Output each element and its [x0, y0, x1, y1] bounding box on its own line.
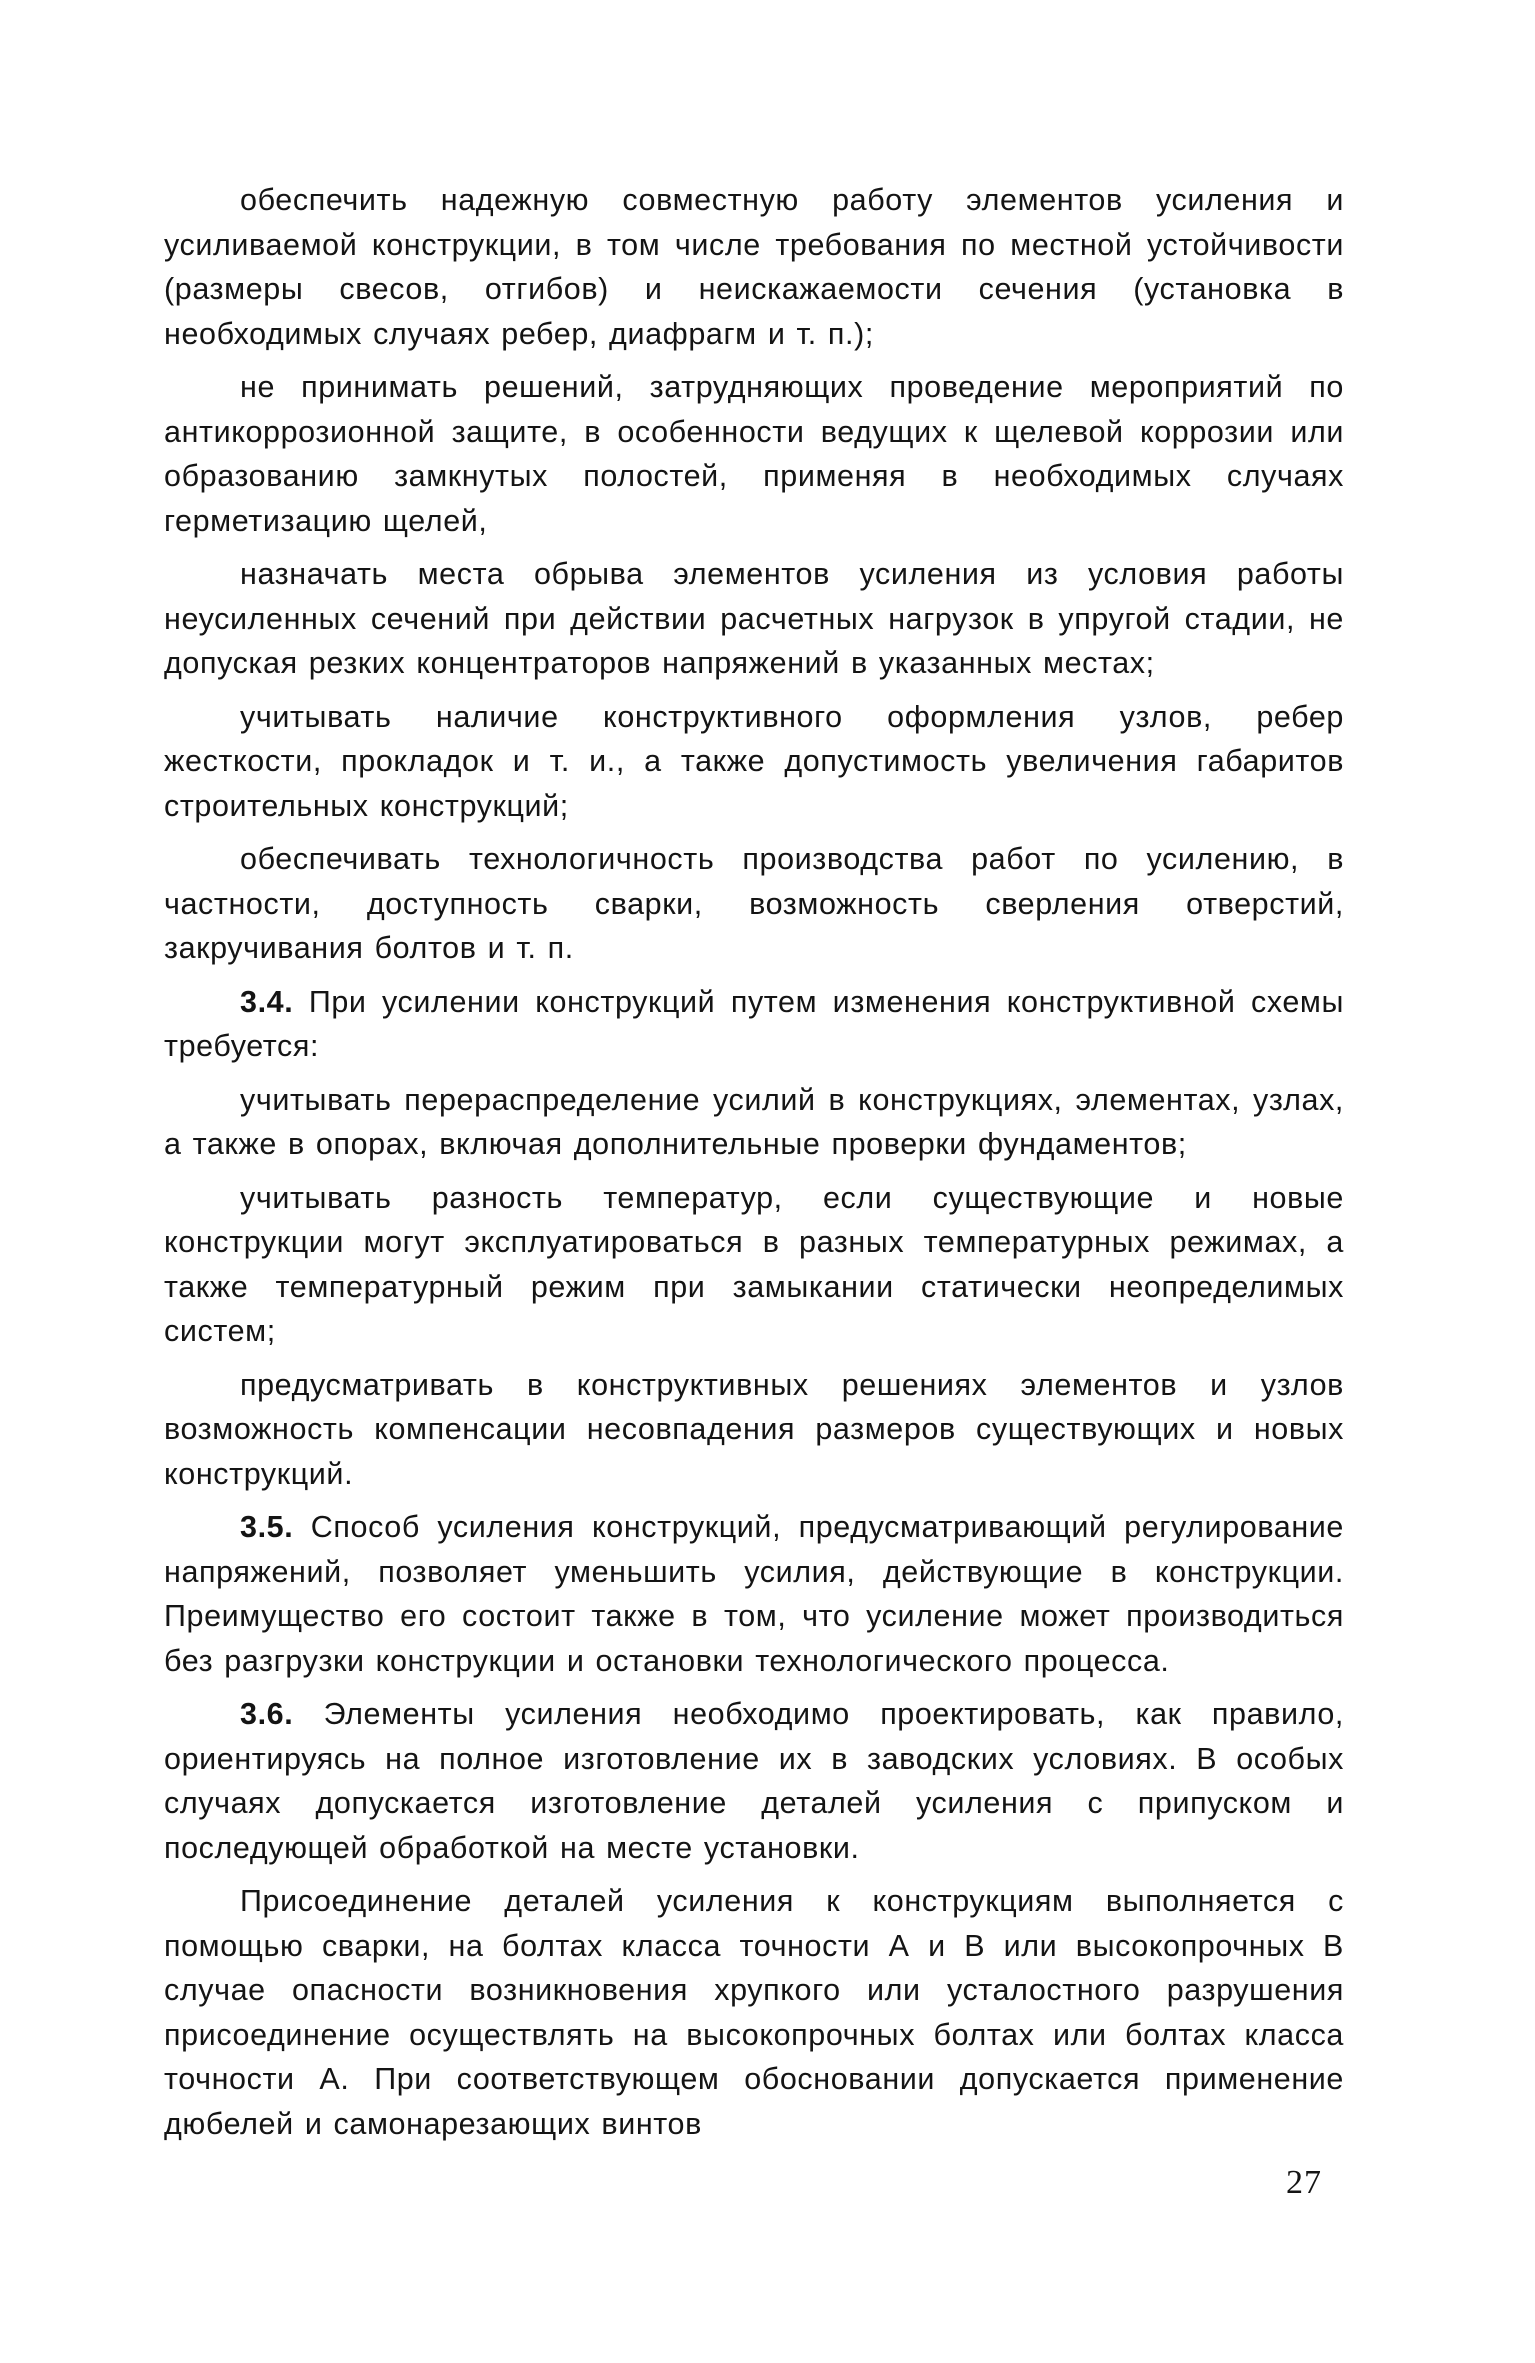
paragraph-7: [164, 1078, 1344, 1167]
paragraph-text: учитывать перераспределение усилий в конструкциях, элементах, узлах, а также в опорах, включая дополнительные проверки фундаментов;: [164, 1082, 1344, 1161]
paragraph-11: [164, 1692, 1344, 1870]
paragraph-10: [164, 1505, 1344, 1683]
paragraph-12: [164, 1879, 1344, 2146]
paragraph-8: [164, 1176, 1344, 1354]
paragraph-1: [164, 178, 1344, 356]
paragraph-text: Способ усиления конструкций, предусматривающий регулирование напряжений, позволяет уменьшить усилия, действующие в конструкции. Преимущество его состоит также в том, что усиление может производиться без разгрузки конструкции и остановки технологического процесса.: [164, 1510, 1344, 1678]
paragraph-text: учитывать разность температур, если существующие и новые конструкции могут эксплуатироваться в разных температурных режимах, а также температурный режим при замыкании статически неопределимых систем;: [164, 1180, 1344, 1348]
page-number: 27: [1286, 2164, 1322, 2201]
document-body: [164, 178, 1344, 2155]
paragraph-3: [164, 552, 1344, 686]
clause-number: 3.4.: [240, 984, 294, 1019]
paragraph-text: обеспечивать технологичность производства работ по усилению, в частности, доступность сварки, возможность сверления отверстий, закручивания болтов и т. п.: [164, 842, 1344, 965]
clause-number: 3.6.: [240, 1697, 294, 1731]
paragraph-text: Элементы усиления необходимо проектировать, как правило, ориентируясь на полное изготовление их в заводских условиях. В особых случаях допускается изготовление деталей усиления с припуском и последующей обработкой на месте установки.: [164, 1697, 1344, 1865]
paragraph-text: Присоединение деталей усиления к конструкциям выполняется с помощью сварки, на болтах класса точности А и В или высокопрочных В случае опасности возникновения хрупкого или усталостного разрушения присоединение осуществлять на высокопрочных болтах или болтах класса точности А. При соответствующем обосновании допускается применение дюбелей и самонарезающих винтов: [164, 1884, 1344, 2141]
paragraph-9: [164, 1363, 1344, 1497]
clause-number: 3.5.: [240, 1510, 294, 1544]
paragraph-5: [164, 837, 1344, 971]
paragraph-text: не принимать решений, затрудняющих проведение мероприятий по антикоррозионной защите, в особенности ведущих к щелевой коррозии или образованию замкнутых полостей, применяя в необходимых случаях герметизацию щелей,: [164, 370, 1344, 538]
paragraph-text: учитывать наличие конструктивного оформления узлов, ребер жесткости, прокладок и т. и., а также допустимость увеличения габаритов строительных конструкций;: [164, 699, 1344, 823]
paragraph-6: [164, 980, 1344, 1069]
paragraph-text: назначать места обрыва элементов усиления из условия работы неусиленных сечений при действии расчетных нагрузок в упругой стадии, не допуская резких концентраторов напряжений в указанных местах;: [164, 557, 1344, 680]
paragraph-text: предусматривать в конструктивных решениях элементов и узлов возможность компенсации несовпадения размеров существующих и новых конструкций.: [164, 1367, 1344, 1491]
paragraph-text: обеспечить надежную совместную работу элементов усиления и усиливаемой конструкции, в том числе требования по местной устойчивости (размеры свесов, отгибов) и неискажаемости сечения (установка в необходимых случаях ребер, диафрагм и т. п.);: [164, 183, 1344, 351]
paragraph-2: [164, 365, 1344, 543]
paragraph-4: [164, 695, 1344, 829]
paragraph-text: При усилении конструкций путем изменения конструктивной схемы требуется:: [164, 984, 1345, 1063]
